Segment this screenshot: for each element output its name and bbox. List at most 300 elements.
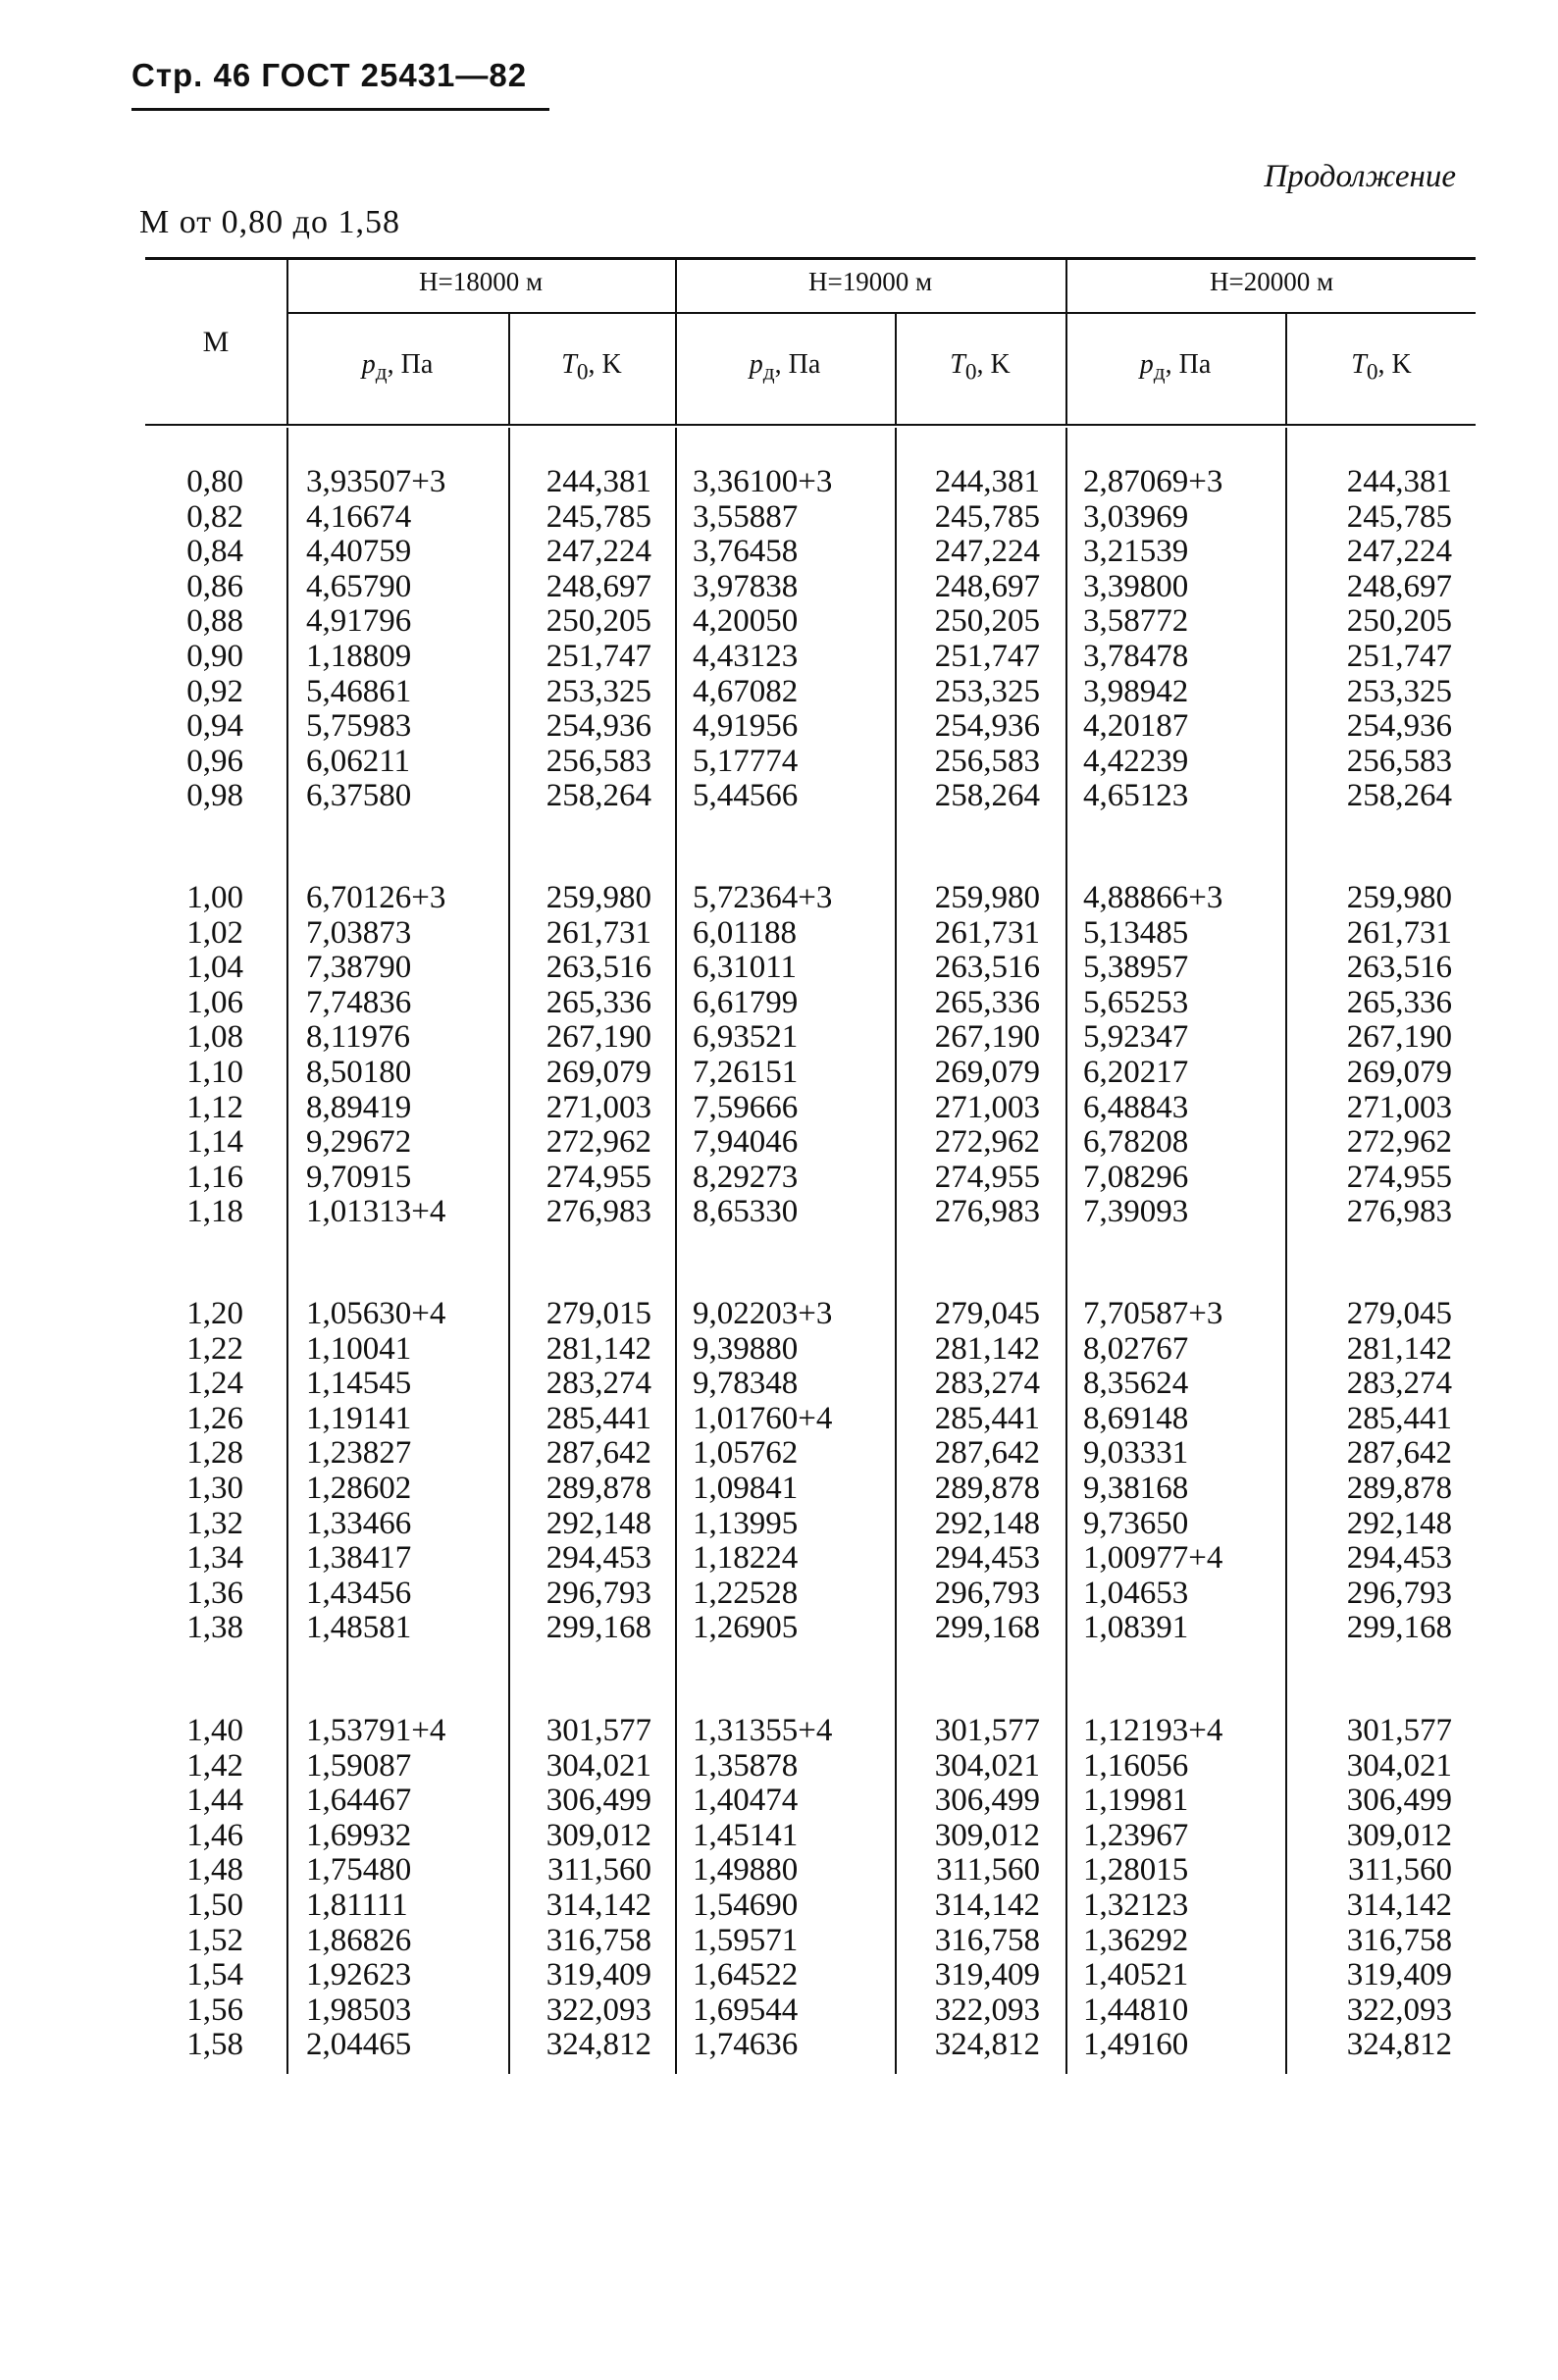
temperature-cell-h20000: 271,003	[1346, 1089, 1452, 1125]
col-header-temperature	[897, 349, 1064, 387]
temperature-cell-h18000: 247,224	[545, 534, 651, 570]
pressure-cell-h19000: 5,44566	[693, 778, 799, 814]
m-cell: 1,02	[186, 914, 243, 951]
pressure-cell-h19000: 8,65330	[693, 1194, 799, 1230]
table-top-rule	[145, 257, 1476, 260]
temperature-symbol: T	[1351, 349, 1367, 380]
pressure-cell-h19000: 7,59666	[693, 1089, 799, 1125]
column-divider	[1065, 428, 1067, 2074]
pressure-cell-h19000: 1,54690	[693, 1887, 799, 1923]
temperature-cell-h18000: 253,325	[545, 673, 651, 709]
m-cell: 1,52	[186, 1922, 243, 1958]
temperature-cell-h20000: 301,577	[1346, 1713, 1452, 1748]
temperature-cell-h19000: 276,983	[934, 1194, 1040, 1230]
temperature-cell-h19000: 279,045	[934, 1296, 1040, 1331]
m-cell: 0,82	[186, 498, 243, 535]
pressure-cell-h18000: 4,40759	[306, 534, 412, 570]
pressure-cell-h19000: 1,40474	[693, 1783, 799, 1819]
m-cell: 1,30	[186, 1470, 243, 1506]
m-cell: 1,34	[186, 1540, 243, 1577]
col-header-temperature	[510, 349, 673, 387]
pressure-cell-h18000: 9,70915	[306, 1159, 412, 1195]
col-header-m: M	[202, 326, 230, 358]
temperature-cell-h19000: 289,878	[934, 1470, 1040, 1506]
pressure-cell-h20000: 9,73650	[1083, 1505, 1189, 1541]
pressure-cell-h20000: 5,38957	[1083, 950, 1189, 986]
pressure-symbol: p	[1139, 349, 1154, 380]
temperature-cell-h20000: 309,012	[1346, 1817, 1452, 1853]
pressure-cell-h19000: 4,67082	[693, 673, 799, 709]
m-cell: 1,14	[186, 1124, 243, 1161]
pressure-cell-h18000: 1,19141	[306, 1400, 412, 1436]
temperature-symbol: T	[561, 349, 577, 380]
pressure-cell-h18000: 7,03873	[306, 914, 412, 951]
temperature-cell-h18000: 285,441	[545, 1400, 651, 1436]
table-column	[137, 1297, 243, 1646]
pressure-cell-h18000: 2,04465	[306, 2027, 412, 2063]
temperature-unit: , K	[976, 349, 1011, 380]
temperature-cell-h20000: 324,812	[1346, 2027, 1452, 2063]
table-column	[897, 881, 1040, 1230]
m-cell: 1,38	[186, 1610, 243, 1646]
pressure-cell-h18000: 1,38417	[306, 1540, 412, 1577]
m-cell: 1,12	[186, 1089, 243, 1125]
table-column	[693, 1297, 889, 1646]
pressure-cell-h19000: 3,76458	[693, 534, 799, 570]
pressure-cell-h20000: 8,35624	[1083, 1366, 1189, 1402]
temperature-cell-h18000: 261,731	[545, 914, 651, 951]
temperature-cell-h19000: 244,381	[934, 464, 1040, 499]
pressure-cell-h20000: 6,78208	[1083, 1124, 1189, 1161]
temperature-cell-h19000: 301,577	[934, 1713, 1040, 1748]
pressure-cell-h20000: 6,20217	[1083, 1054, 1189, 1090]
pressure-cell-h20000: 1,12193+4	[1083, 1713, 1223, 1748]
pressure-cell-h18000: 1,81111	[306, 1887, 408, 1923]
temperature-cell-h20000: 299,168	[1346, 1610, 1452, 1646]
temperature-cell-h18000: 250,205	[545, 603, 651, 640]
pressure-cell-h18000: 5,46861	[306, 673, 412, 709]
temperature-subscript: 0	[576, 359, 589, 386]
m-cell: 1,40	[186, 1713, 243, 1748]
m-cell: 1,46	[186, 1817, 243, 1853]
pressure-subscript: д	[375, 359, 388, 386]
pressure-cell-h18000: 1,75480	[306, 1852, 412, 1888]
pressure-cell-h20000: 3,98942	[1083, 673, 1189, 709]
temperature-cell-h20000: 247,224	[1346, 534, 1452, 570]
pressure-cell-h19000: 7,94046	[693, 1124, 799, 1161]
pressure-cell-h20000: 5,65253	[1083, 984, 1189, 1020]
temperature-cell-h20000: 248,697	[1346, 568, 1452, 604]
pressure-cell-h19000: 3,97838	[693, 568, 799, 604]
pressure-cell-h18000: 1,10041	[306, 1330, 412, 1367]
table-column	[306, 881, 502, 1230]
table-column	[897, 465, 1040, 814]
temperature-unit: , K	[1377, 349, 1412, 380]
temperature-unit: , K	[588, 349, 622, 380]
table-column	[1287, 881, 1452, 1230]
temperature-cell-h18000: 319,409	[545, 1957, 651, 1993]
temperature-cell-h19000: 316,758	[934, 1922, 1040, 1958]
temperature-cell-h20000: 263,516	[1346, 950, 1452, 986]
temperature-cell-h20000: 256,583	[1346, 743, 1452, 779]
table-column	[1083, 465, 1279, 814]
header-rule	[131, 108, 549, 111]
pressure-cell-h20000: 4,65123	[1083, 778, 1189, 814]
temperature-cell-h19000: 254,936	[934, 708, 1040, 745]
m-cell: 1,44	[186, 1783, 243, 1819]
pressure-cell-h20000: 4,20187	[1083, 708, 1189, 745]
temperature-cell-h18000: 287,642	[545, 1435, 651, 1472]
pressure-cell-h18000: 1,86826	[306, 1922, 412, 1958]
m-cell: 1,04	[186, 950, 243, 986]
temperature-cell-h20000: 314,142	[1346, 1887, 1452, 1923]
pressure-cell-h19000: 4,91956	[693, 708, 799, 745]
pressure-cell-h20000: 2,87069+3	[1083, 464, 1223, 499]
col-header-pressure	[677, 349, 893, 387]
temperature-cell-h19000: 314,142	[934, 1887, 1040, 1923]
pressure-cell-h20000: 5,92347	[1083, 1019, 1189, 1056]
temperature-cell-h18000: 258,264	[545, 778, 651, 814]
temperature-subscript: 0	[1366, 359, 1378, 386]
m-cell: 1,10	[186, 1054, 243, 1090]
temperature-cell-h19000: 247,224	[934, 534, 1040, 570]
table-column	[137, 465, 243, 814]
pressure-cell-h18000: 1,05630+4	[306, 1296, 446, 1331]
temperature-cell-h20000: 281,142	[1346, 1330, 1452, 1367]
table-column	[897, 1297, 1040, 1646]
pressure-cell-h20000: 3,39800	[1083, 568, 1189, 604]
pressure-cell-h19000: 1,13995	[693, 1505, 799, 1541]
pressure-cell-h20000: 8,02767	[1083, 1330, 1189, 1367]
pressure-cell-h18000: 8,11976	[306, 1019, 411, 1056]
pressure-cell-h19000: 9,39880	[693, 1330, 799, 1367]
pressure-cell-h20000: 7,39093	[1083, 1194, 1189, 1230]
m-cell: 1,22	[186, 1330, 243, 1367]
table-column	[1083, 1714, 1279, 2063]
temperature-cell-h18000: 263,516	[545, 950, 651, 986]
pressure-cell-h18000: 1,28602	[306, 1470, 412, 1506]
m-cell: 1,58	[186, 2027, 243, 2063]
pressure-cell-h20000: 8,69148	[1083, 1400, 1189, 1436]
m-cell: 0,86	[186, 568, 243, 604]
temperature-cell-h19000: 267,190	[934, 1019, 1040, 1056]
temperature-cell-h19000: 253,325	[934, 673, 1040, 709]
pressure-cell-h18000: 1,98503	[306, 1992, 412, 2028]
temperature-cell-h20000: 296,793	[1346, 1575, 1452, 1611]
temperature-cell-h19000: 287,642	[934, 1435, 1040, 1472]
temperature-cell-h20000: 258,264	[1346, 778, 1452, 814]
continuation-label: Продолжение	[1264, 159, 1456, 194]
pressure-cell-h20000: 9,03331	[1083, 1435, 1189, 1472]
temperature-cell-h19000: 272,962	[934, 1124, 1040, 1161]
pressure-cell-h19000: 5,17774	[693, 743, 799, 779]
temperature-cell-h20000: 322,093	[1346, 1992, 1452, 2028]
m-cell: 1,16	[186, 1159, 243, 1195]
m-cell: 0,80	[186, 464, 243, 499]
temperature-cell-h19000: 274,955	[934, 1159, 1040, 1195]
temperature-cell-h19000: 283,274	[934, 1366, 1040, 1402]
temperature-cell-h18000: 251,747	[545, 638, 651, 674]
pressure-cell-h20000: 1,04653	[1083, 1575, 1189, 1611]
table-column	[1287, 1714, 1452, 2063]
range-title: M от 0,80 до 1,58	[139, 204, 400, 240]
temperature-symbol: T	[950, 349, 965, 380]
pressure-cell-h18000: 6,37580	[306, 778, 412, 814]
temperature-cell-h20000: 279,045	[1346, 1296, 1452, 1331]
temperature-cell-h18000: 322,093	[545, 1992, 651, 2028]
pressure-cell-h19000: 1,64522	[693, 1957, 799, 1993]
pressure-cell-h18000: 1,01313+4	[306, 1194, 446, 1230]
m-cell: 1,48	[186, 1852, 243, 1888]
temperature-cell-h18000: 324,812	[545, 2027, 651, 2063]
m-cell: 1,20	[186, 1296, 243, 1331]
pressure-cell-h18000: 1,48581	[306, 1610, 412, 1646]
temperature-cell-h20000: 294,453	[1346, 1540, 1452, 1577]
temperature-cell-h20000: 244,381	[1346, 464, 1452, 499]
temperature-cell-h18000: 314,142	[545, 1887, 651, 1923]
pressure-cell-h18000: 1,53791+4	[306, 1713, 446, 1748]
temperature-cell-h19000: 324,812	[934, 2027, 1040, 2063]
temperature-cell-h18000: 267,190	[545, 1019, 651, 1056]
temperature-cell-h19000: 319,409	[934, 1957, 1040, 1993]
pressure-cell-h20000: 7,08296	[1083, 1159, 1189, 1195]
col-header-h19000: H=19000 м	[807, 267, 933, 296]
temperature-cell-h18000: 311,560	[546, 1852, 651, 1888]
m-cell: 0,88	[186, 603, 243, 640]
pressure-cell-h19000: 6,01188	[693, 914, 798, 951]
col-header-h18000: H=18000 м	[418, 267, 544, 296]
pressure-cell-h20000: 4,42239	[1083, 743, 1189, 779]
temperature-cell-h19000: 245,785	[934, 498, 1040, 535]
pressure-cell-h20000: 1,49160	[1083, 2027, 1189, 2063]
temperature-cell-h19000: 251,747	[934, 638, 1040, 674]
subheader-rule	[286, 312, 1476, 314]
temperature-cell-h19000: 281,142	[934, 1330, 1040, 1367]
temperature-cell-h19000: 265,336	[934, 984, 1040, 1020]
pressure-cell-h18000: 1,92623	[306, 1957, 412, 1993]
pressure-cell-h19000: 3,36100+3	[693, 464, 833, 499]
pressure-cell-h20000: 1,32123	[1083, 1887, 1189, 1923]
temperature-cell-h18000: 269,079	[545, 1054, 651, 1090]
pressure-cell-h20000: 1,00977+4	[1083, 1540, 1223, 1577]
temperature-cell-h19000: 322,093	[934, 1992, 1040, 2028]
pressure-cell-h20000: 1,36292	[1083, 1922, 1189, 1958]
temperature-cell-h20000: 261,731	[1346, 914, 1452, 951]
temperature-cell-h18000: 296,793	[545, 1575, 651, 1611]
table-column	[306, 1714, 502, 2063]
pressure-cell-h18000: 1,23827	[306, 1435, 412, 1472]
temperature-cell-h18000: 256,583	[545, 743, 651, 779]
pressure-cell-h20000: 1,19981	[1083, 1783, 1189, 1819]
pressure-cell-h18000: 7,38790	[306, 950, 412, 986]
column-divider	[675, 428, 677, 2074]
table-column	[1287, 465, 1452, 814]
m-cell: 1,28	[186, 1435, 243, 1472]
pressure-cell-h20000: 9,38168	[1083, 1470, 1189, 1506]
pressure-cell-h19000: 7,26151	[693, 1054, 799, 1090]
pressure-cell-h20000: 1,23967	[1083, 1817, 1189, 1853]
m-cell: 1,36	[186, 1575, 243, 1611]
pressure-cell-h18000: 4,16674	[306, 498, 412, 535]
m-cell: 1,00	[186, 880, 243, 915]
table-column	[1287, 1297, 1452, 1646]
temperature-cell-h18000: 292,148	[545, 1505, 651, 1541]
m-cell: 0,90	[186, 638, 243, 674]
m-cell: 0,94	[186, 708, 243, 745]
pressure-cell-h18000: 1,18809	[306, 638, 412, 674]
pressure-cell-h20000: 3,58772	[1083, 603, 1189, 640]
pressure-cell-h19000: 1,18224	[693, 1540, 799, 1577]
page-header: Стр. 46 ГОСТ 25431—82	[131, 57, 528, 93]
m-cell: 1,42	[186, 1747, 243, 1784]
temperature-cell-h20000: 287,642	[1346, 1435, 1452, 1472]
temperature-cell-h20000: 319,409	[1346, 1957, 1452, 1993]
table-column	[306, 1297, 502, 1646]
temperature-cell-h19000: 304,021	[934, 1747, 1040, 1784]
temperature-cell-h18000: 294,453	[545, 1540, 651, 1577]
pressure-cell-h19000: 1,74636	[693, 2027, 799, 2063]
pressure-cell-h20000: 3,03969	[1083, 498, 1189, 535]
table-column	[137, 1714, 243, 2063]
temperature-cell-h20000: 292,148	[1346, 1505, 1452, 1541]
temperature-cell-h18000: 299,168	[545, 1610, 651, 1646]
m-cell: 1,18	[186, 1194, 243, 1230]
temperature-cell-h20000: 274,955	[1346, 1159, 1452, 1195]
temperature-cell-h18000: 316,758	[545, 1922, 651, 1958]
col-header-pressure	[1067, 349, 1283, 387]
pressure-cell-h19000: 1,69544	[693, 1992, 799, 2028]
pressure-cell-h18000: 1,14545	[306, 1366, 412, 1402]
pressure-cell-h18000: 7,74836	[306, 984, 412, 1020]
temperature-cell-h18000: 272,962	[545, 1124, 651, 1161]
pressure-cell-h20000: 1,40521	[1083, 1957, 1189, 1993]
temperature-cell-h18000: 276,983	[545, 1194, 651, 1230]
table-column	[510, 465, 651, 814]
pressure-unit: , Па	[774, 349, 821, 380]
temperature-cell-h20000: 272,962	[1346, 1124, 1452, 1161]
pressure-cell-h18000: 1,43456	[306, 1575, 412, 1611]
temperature-cell-h20000: 250,205	[1346, 603, 1452, 640]
table-column	[693, 1714, 889, 2063]
pressure-cell-h19000: 1,35878	[693, 1747, 799, 1784]
pressure-cell-h18000: 8,89419	[306, 1089, 412, 1125]
pressure-subscript: д	[762, 359, 775, 386]
pressure-symbol: p	[749, 349, 763, 380]
temperature-cell-h18000: 265,336	[545, 984, 651, 1020]
m-cell: 1,24	[186, 1366, 243, 1402]
temperature-cell-h20000: 253,325	[1346, 673, 1452, 709]
pressure-cell-h19000: 1,22528	[693, 1575, 799, 1611]
temperature-cell-h18000: 274,955	[545, 1159, 651, 1195]
pressure-cell-h18000: 1,59087	[306, 1747, 412, 1784]
table-column	[137, 881, 243, 1230]
temperature-cell-h18000: 248,697	[545, 568, 651, 604]
temperature-cell-h19000: 309,012	[934, 1817, 1040, 1853]
pressure-cell-h19000: 9,78348	[693, 1366, 799, 1402]
temperature-cell-h20000: 306,499	[1346, 1783, 1452, 1819]
m-cell: 1,54	[186, 1957, 243, 1993]
temperature-cell-h19000: 258,264	[934, 778, 1040, 814]
table-column	[897, 1714, 1040, 2063]
temperature-cell-h19000: 261,731	[934, 914, 1040, 951]
pressure-cell-h19000: 6,61799	[693, 984, 799, 1020]
pressure-cell-h19000: 6,31011	[693, 950, 798, 986]
pressure-cell-h19000: 4,20050	[693, 603, 799, 640]
pressure-unit: , Па	[1165, 349, 1212, 380]
table-column	[306, 465, 502, 814]
temperature-cell-h18000: 283,274	[545, 1366, 651, 1402]
temperature-cell-h20000: 289,878	[1346, 1470, 1452, 1506]
m-cell: 0,96	[186, 743, 243, 779]
temperature-cell-h18000: 301,577	[545, 1713, 651, 1748]
temperature-cell-h20000: 316,758	[1346, 1922, 1452, 1958]
col-header-temperature	[1287, 349, 1476, 387]
pressure-cell-h18000: 5,75983	[306, 708, 412, 745]
pressure-cell-h20000: 7,70587+3	[1083, 1296, 1223, 1331]
temperature-cell-h20000: 254,936	[1346, 708, 1452, 745]
temperature-cell-h18000: 244,381	[545, 464, 651, 499]
pressure-cell-h19000: 1,31355+4	[693, 1713, 833, 1748]
temperature-cell-h19000: 296,793	[934, 1575, 1040, 1611]
temperature-cell-h20000: 259,980	[1346, 880, 1452, 915]
temperature-cell-h20000: 251,747	[1346, 638, 1452, 674]
temperature-cell-h19000: 271,003	[934, 1089, 1040, 1125]
pressure-cell-h20000: 3,78478	[1083, 638, 1189, 674]
pressure-cell-h19000: 1,01760+4	[693, 1400, 833, 1436]
table-column	[510, 1714, 651, 2063]
pressure-cell-h19000: 4,43123	[693, 638, 799, 674]
table-column	[510, 881, 651, 1230]
pressure-cell-h20000: 1,16056	[1083, 1747, 1189, 1784]
temperature-cell-h18000: 271,003	[545, 1089, 651, 1125]
temperature-cell-h20000: 304,021	[1346, 1747, 1452, 1784]
temperature-cell-h20000: 269,079	[1346, 1054, 1452, 1090]
pressure-cell-h19000: 1,05762	[693, 1435, 799, 1472]
temperature-cell-h18000: 279,015	[545, 1296, 651, 1331]
temperature-cell-h20000: 276,983	[1346, 1194, 1452, 1230]
table-column	[1083, 1297, 1279, 1646]
column-divider	[286, 428, 288, 2074]
pressure-cell-h19000: 6,93521	[693, 1019, 799, 1056]
table-column	[693, 881, 889, 1230]
col-header-h20000: H=20000 м	[1209, 267, 1334, 296]
temperature-cell-h18000: 245,785	[545, 498, 651, 535]
m-cell: 0,98	[186, 778, 243, 814]
pressure-cell-h18000: 1,33466	[306, 1505, 412, 1541]
m-cell: 1,26	[186, 1400, 243, 1436]
pressure-cell-h20000: 6,48843	[1083, 1089, 1189, 1125]
temperature-cell-h18000: 281,142	[545, 1330, 651, 1367]
pressure-cell-h18000: 6,70126+3	[306, 880, 446, 915]
pressure-cell-h18000: 4,91796	[306, 603, 412, 640]
m-cell: 0,92	[186, 673, 243, 709]
pressure-cell-h18000: 3,93507+3	[306, 464, 446, 499]
temperature-cell-h19000: 248,697	[934, 568, 1040, 604]
temperature-cell-h20000: 285,441	[1346, 1400, 1452, 1436]
pressure-cell-h20000: 1,44810	[1083, 1992, 1189, 2028]
temperature-cell-h19000: 292,148	[934, 1505, 1040, 1541]
temperature-cell-h19000: 250,205	[934, 603, 1040, 640]
pressure-cell-h19000: 1,59571	[693, 1922, 799, 1958]
temperature-cell-h18000: 254,936	[545, 708, 651, 745]
pressure-cell-h20000: 4,88866+3	[1083, 880, 1223, 915]
temperature-cell-h19000: 269,079	[934, 1054, 1040, 1090]
temperature-cell-h20000: 265,336	[1346, 984, 1452, 1020]
m-cell: 1,56	[186, 1992, 243, 2028]
pressure-cell-h18000: 1,64467	[306, 1783, 412, 1819]
pressure-cell-h19000: 3,55887	[693, 498, 799, 535]
pressure-symbol: p	[361, 349, 376, 380]
